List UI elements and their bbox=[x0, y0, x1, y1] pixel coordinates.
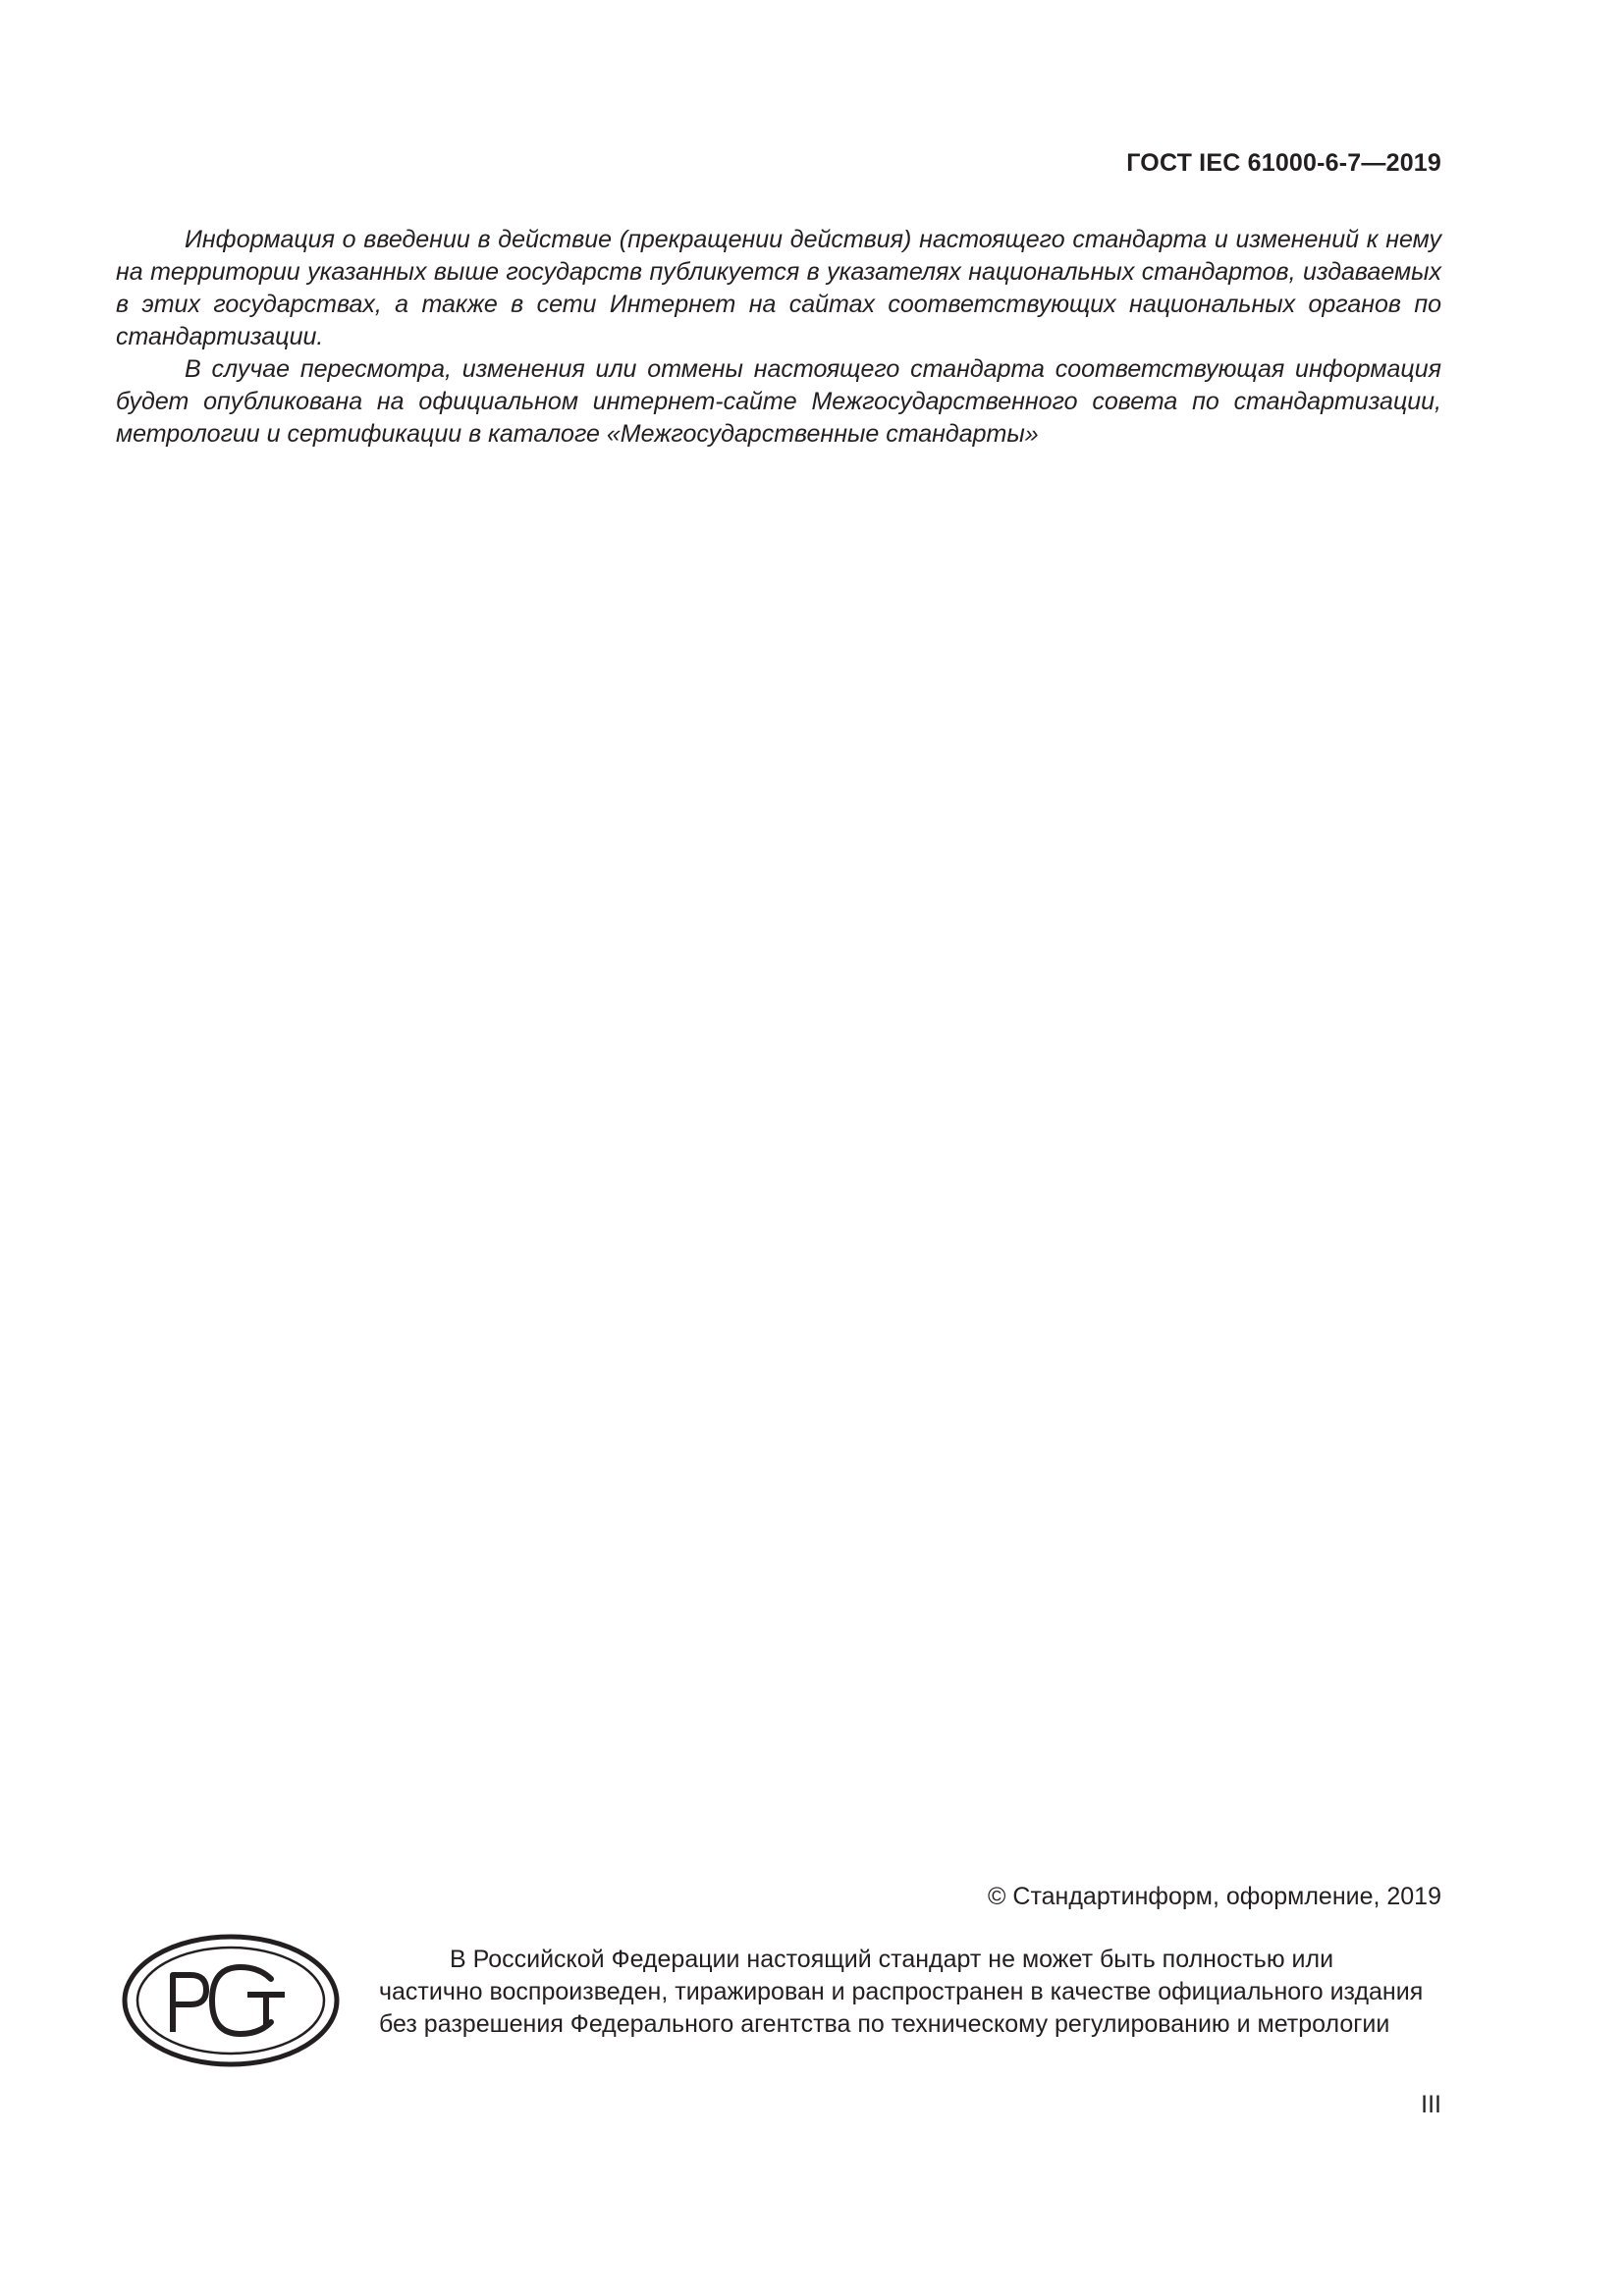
page-number: III bbox=[1421, 2091, 1441, 2118]
info-paragraph: В случае пересмотра, изменения или отмены настоящего стандарта соответствующая информация будет опубликована на официальном интернет-сайте Межгосударственного совета по стандартизации, метрологии и сертификации в каталоге «Межгосударственные стандарты» bbox=[116, 355, 1441, 448]
reproduction-rights-notice bbox=[379, 1944, 1441, 2041]
publication-info-block bbox=[116, 224, 1441, 451]
rights-paragraph: В Российской Федерации настоящий стандарт не может быть полностью или частично воспроизведен, тиражирован и распространен в качестве официального издания без разрешения Федерального агентства по техническому регулированию и метрологии bbox=[379, 1946, 1424, 2038]
copyright-notice: © Стандартинформ, оформление, 2019 bbox=[988, 1883, 1441, 1910]
document-number: ГОСТ IEC 61000-6-7—2019 bbox=[1126, 149, 1441, 177]
rst-certification-mark-icon bbox=[122, 1934, 340, 2067]
info-paragraph: Информация о введении в действие (прекращении действия) настоящего стандарта и изменений к нему на территории указанных выше государств публикуется в указателях национальных стандартов, издаваемых в этих государствах, а также в сети Интернет на сайтах соответствующих национальных органов по стандартизации. bbox=[116, 226, 1441, 350]
